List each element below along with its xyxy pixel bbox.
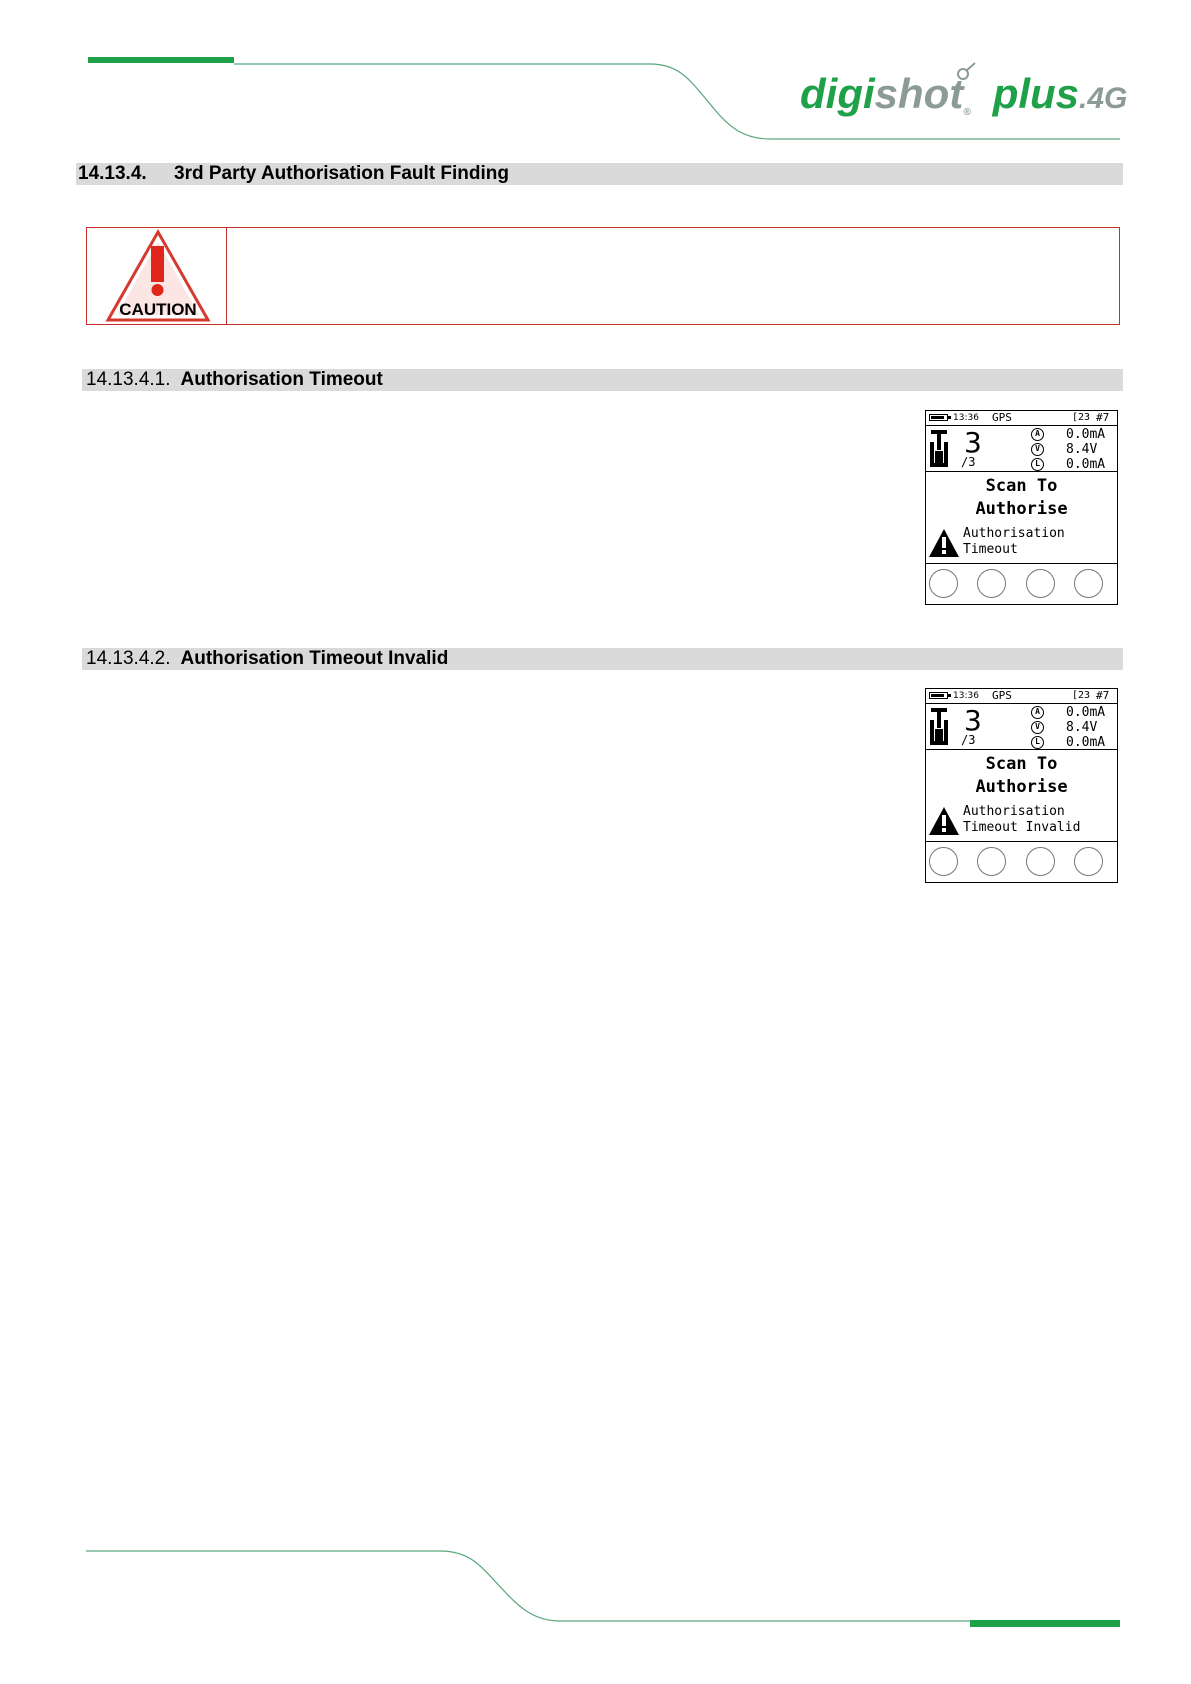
ammeter-icon: A xyxy=(1031,706,1044,719)
soft-button-row xyxy=(926,563,1117,605)
caution-label: CAUTION xyxy=(119,300,197,319)
caution-icon xyxy=(87,228,225,324)
warning-icon xyxy=(928,806,960,836)
unit-id: #7 xyxy=(1096,411,1110,424)
caution-text-cell xyxy=(227,228,1119,324)
logo-part-plus: plus xyxy=(992,70,1080,117)
soft-button-3[interactable] xyxy=(1026,847,1055,876)
error-text-line1: Authorisation xyxy=(963,526,1065,541)
voltage-reading xyxy=(1031,720,1097,735)
detonator-icon xyxy=(929,429,955,469)
device-screen-timeout-invalid xyxy=(925,688,1118,883)
detonator-count: 3 xyxy=(964,704,982,737)
footer-green-accent xyxy=(970,1620,1120,1627)
caution-icon-cell xyxy=(87,228,227,324)
device-screen-timeout xyxy=(925,410,1118,605)
status-bar xyxy=(926,689,1117,703)
error-text-line1: Authorisation xyxy=(963,804,1065,819)
reading-value: 0.0mA xyxy=(1066,705,1106,720)
clock: 13:36 xyxy=(953,691,979,701)
header-green-accent xyxy=(88,57,234,63)
soft-button-2[interactable] xyxy=(977,569,1006,598)
reading-value: 0.0mA xyxy=(1066,427,1106,442)
reading-value: 0.0mA xyxy=(1066,457,1106,472)
reading-value: 0.0mA xyxy=(1066,735,1106,750)
footer-decoration xyxy=(0,1540,1191,1640)
section-heading xyxy=(76,163,1123,185)
reading-value: 8.4V xyxy=(1066,720,1098,735)
warning-icon xyxy=(928,528,960,558)
error-text-line2: Timeout Invalid xyxy=(963,820,1081,835)
ammeter-icon: A xyxy=(1031,428,1044,441)
voltmeter-icon: V xyxy=(1031,721,1044,734)
leakage-reading xyxy=(1031,735,1105,750)
screen-message-line2: Authorise xyxy=(975,777,1068,797)
logo-registered-mark: ® xyxy=(963,107,971,118)
soft-button-2[interactable] xyxy=(977,847,1006,876)
reading-value: 8.4V xyxy=(1066,442,1098,457)
soft-button-1[interactable] xyxy=(929,847,958,876)
subsection-heading-2 xyxy=(82,648,1123,670)
subsection-title: Authorisation Timeout xyxy=(180,369,383,390)
detonator-count: 3 xyxy=(964,426,982,459)
status-bar xyxy=(926,411,1117,425)
current-reading xyxy=(1031,705,1105,720)
section-number: 14.13.4. xyxy=(78,163,147,184)
info-row xyxy=(926,703,1117,750)
info-row xyxy=(926,425,1117,472)
voltmeter-icon: V xyxy=(1031,443,1044,456)
screen-message-line1: Scan To xyxy=(985,476,1058,496)
logo-part-shot: shot xyxy=(874,70,964,117)
section-title: 3rd Party Authorisation Fault Finding xyxy=(174,163,509,184)
clock: 13:36 xyxy=(953,413,979,423)
soft-button-3[interactable] xyxy=(1026,569,1055,598)
screen-message-line1: Scan To xyxy=(985,754,1058,774)
subsection-number: 14.13.4.1. xyxy=(86,369,171,390)
logo-detonator-icon xyxy=(955,60,979,82)
soft-button-4[interactable] xyxy=(1074,847,1103,876)
detonator-icon xyxy=(929,707,955,747)
detonator-count-indicator: [23 xyxy=(1072,690,1091,701)
gps-indicator: GPS xyxy=(992,411,1012,424)
battery-icon xyxy=(929,692,948,699)
subsection-heading-1 xyxy=(82,369,1123,391)
detonator-count-indicator: [23 xyxy=(1072,412,1091,423)
logo-part-4g: .4G xyxy=(1079,82,1128,115)
leakage-icon: L xyxy=(1031,736,1044,749)
soft-button-1[interactable] xyxy=(929,569,958,598)
subsection-number: 14.13.4.2. xyxy=(86,648,171,669)
gps-indicator: GPS xyxy=(992,689,1012,702)
soft-button-4[interactable] xyxy=(1074,569,1103,598)
caution-box xyxy=(86,227,1120,325)
voltage-reading xyxy=(1031,442,1097,457)
leakage-reading xyxy=(1031,457,1105,472)
leakage-icon: L xyxy=(1031,458,1044,471)
current-reading xyxy=(1031,427,1105,442)
footer-line xyxy=(86,1551,1120,1621)
error-text-line2: Timeout xyxy=(963,542,1018,557)
screen-message-line2: Authorise xyxy=(975,499,1068,519)
battery-icon xyxy=(929,414,948,421)
unit-id: #7 xyxy=(1096,689,1110,702)
detonator-total: /3 xyxy=(961,455,976,469)
soft-button-row xyxy=(926,841,1117,883)
subsection-title: Authorisation Timeout Invalid xyxy=(180,648,449,669)
detonator-total: /3 xyxy=(961,733,976,747)
logo-part-digi: digi xyxy=(800,70,875,117)
